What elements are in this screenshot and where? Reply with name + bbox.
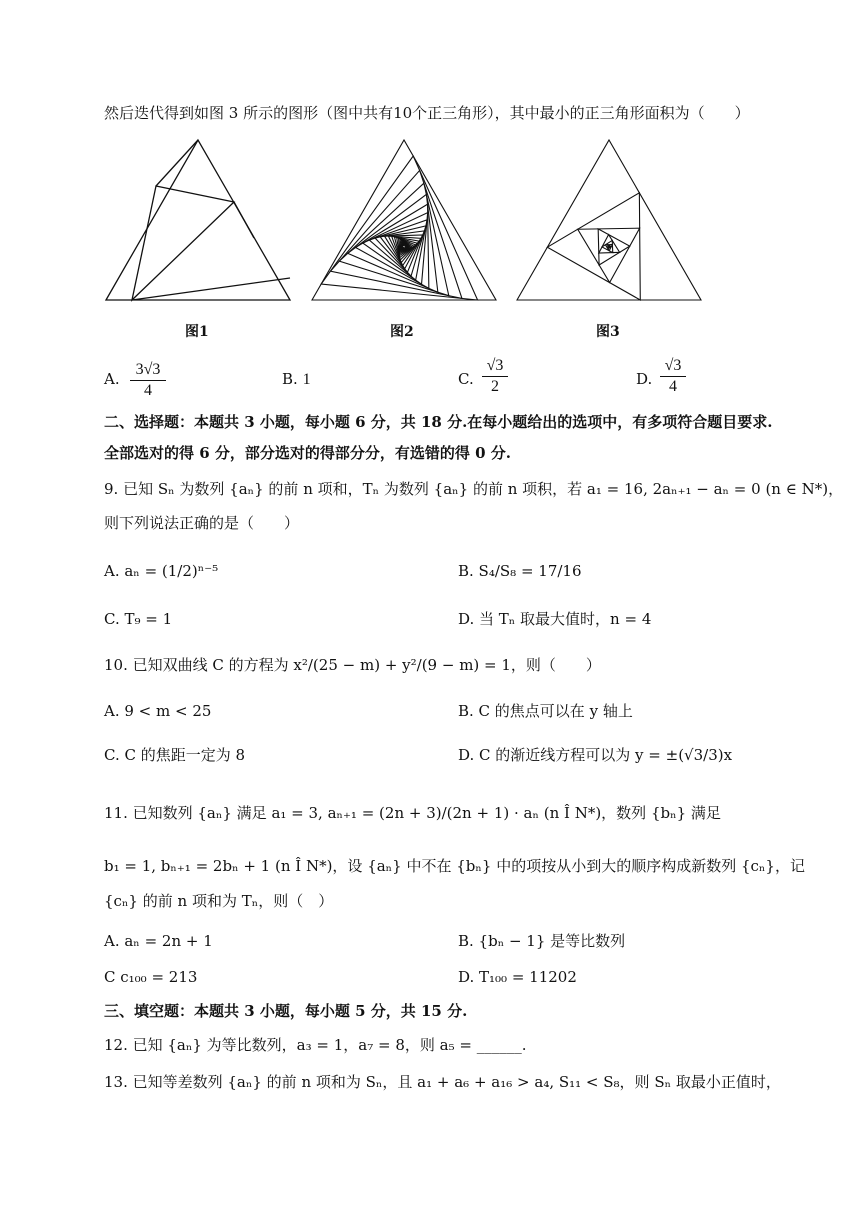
figure-3 — [515, 138, 705, 306]
q13-stem: 13. 已知等差数列 {aₙ} 的前 n 项和为 Sₙ，且 a₁ + a₆ + a₁₆ > a₄, S₁₁ < S₈，则 Sₙ 取最小正值时， — [104, 1073, 781, 1091]
figure-2-label: 图2 — [390, 324, 414, 340]
figure-3-label: 图3 — [596, 324, 620, 340]
q9-stem-2: 则下列说法正确的是（ ） — [104, 514, 300, 532]
q11-option-d: D. T₁₀₀ = 11202 — [458, 968, 577, 986]
q11-option-c: C c₁₀₀ = 213 — [104, 968, 198, 986]
q8-option-d-label: D. — [636, 370, 653, 388]
q10-option-a: A. 9 < m < 25 — [104, 702, 212, 720]
q9-option-b: B. S₄/S₈ = 17/16 — [458, 562, 582, 580]
q11-stem-3: {cₙ} 的前 n 项和为 Tₙ，则（ ） — [104, 892, 334, 910]
q8-option-c-label: C. — [458, 370, 474, 388]
q8-option-a-label: A. — [104, 370, 120, 388]
q10-option-d: D. C 的渐近线方程可以为 y = ±(√3/3)x — [458, 746, 733, 764]
q9-option-c: C. T₉ = 1 — [104, 610, 173, 628]
q11-option-b: B. {bₙ − 1} 是等比数列 — [458, 932, 626, 950]
section-2-note: 全部选对的得 6 分，部分选对的得部分分，有选错的得 0 分. — [104, 444, 511, 462]
q11-option-a: A. aₙ = 2n + 1 — [104, 932, 213, 950]
q11-stem-2: b₁ = 1, bₙ₊₁ = 2bₙ + 1 (n Î N*)，设 {aₙ} 中不在 {bₙ} 中的项按从小到大的顺序构成新数列 {cₙ}，记 — [104, 857, 805, 875]
figure-1 — [104, 138, 294, 306]
q9-option-a: A. aₙ = (1/2)ⁿ⁻⁵ — [104, 562, 219, 580]
q10-option-c: C. C 的焦距一定为 8 — [104, 746, 246, 764]
intro-line: 然后迭代得到如图 3 所示的图形（图中共有10个正三角形），其中最小的正三角形面积为（ ） — [104, 104, 750, 122]
q9-option-d: D. 当 Tₙ 取最大值时，n = 4 — [458, 610, 652, 628]
q8-option-a: 3√3 4 — [130, 360, 166, 400]
figure-1-label: 图1 — [185, 324, 209, 340]
q10-option-b: B. C 的焦点可以在 y 轴上 — [458, 702, 633, 720]
q8-option-d: √3 4 — [660, 356, 686, 396]
q11-stem-1: 11. 已知数列 {aₙ} 满足 a₁ = 3, aₙ₊₁ = (2n + 3)/(2n + 1) · aₙ (n Î N*)，数列 {bₙ} 满足 — [104, 804, 721, 822]
q12-stem: 12. 已知 {aₙ} 为等比数列，a₃ = 1，a₇ = 8，则 a₅ = ______. — [104, 1036, 527, 1054]
q10-stem: 10. 已知双曲线 C 的方程为 x²/(25 − m) + y²/(9 − m) = 1，则（ ） — [104, 656, 601, 674]
q9-stem: 9. 已知 Sₙ 为数列 {aₙ} 的前 n 项和，Tₙ 为数列 {aₙ} 的前 n 项积，若 a₁ = 16, 2aₙ₊₁ − aₙ = 0 (n ∈ N*)， — [104, 480, 844, 498]
section-2-heading: 二、选择题：本题共 3 小题，每小题 6 分，共 18 分.在每小题给出的选项中，有多项符合题目要求. — [104, 413, 773, 431]
q8-option-b: B. 1 — [282, 370, 311, 388]
q8-option-c: √3 2 — [482, 356, 508, 396]
figure-2 — [310, 138, 500, 306]
section-3-heading: 三、填空题：本题共 3 小题，每小题 5 分，共 15 分. — [104, 1002, 468, 1020]
